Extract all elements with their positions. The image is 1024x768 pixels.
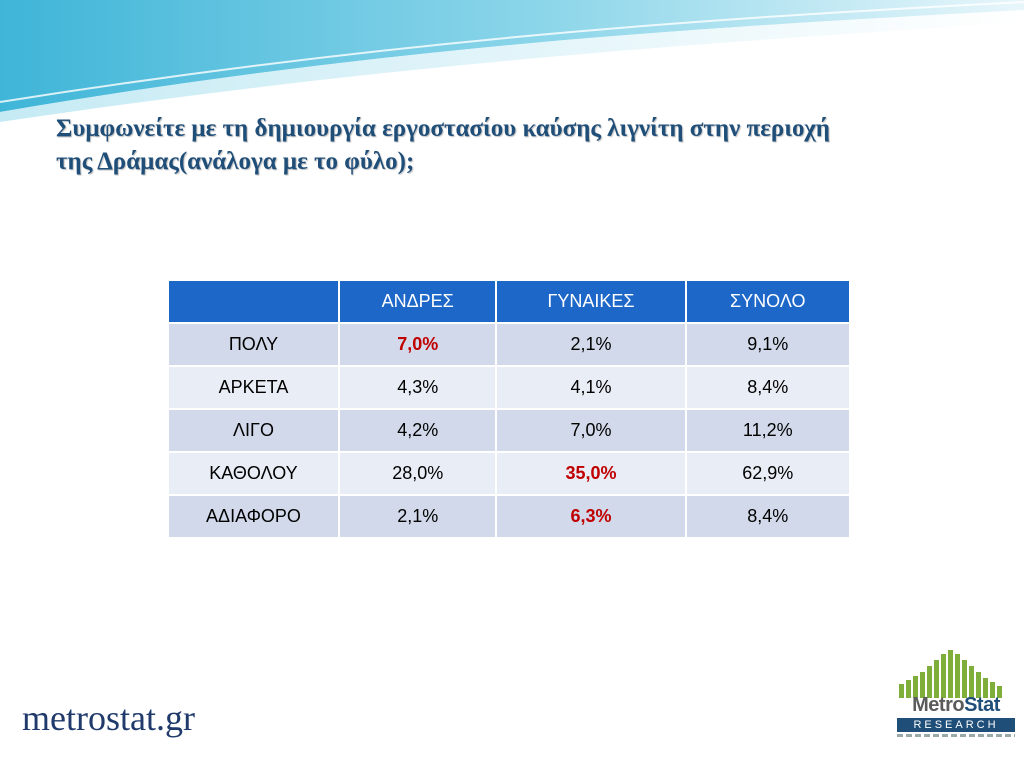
footer-brand-text: metrostat.gr: [22, 698, 195, 738]
value-cell: 4,1%: [496, 366, 685, 409]
logo-subtitle: RESEARCH: [897, 718, 1015, 732]
logo-tagline-decoration: [897, 734, 1015, 737]
value-cell: 6,3%: [496, 495, 685, 538]
value-cell: 2,1%: [339, 495, 496, 538]
slide-title: [56, 112, 956, 178]
logo-bars-graphic: [899, 648, 1013, 698]
table-header-row: [169, 281, 850, 323]
value-cell: 11,2%: [686, 409, 850, 452]
row-label: ΚΑΘΟΛΟΥ: [169, 452, 339, 495]
value-cell: 4,3%: [339, 366, 496, 409]
header-cell-total: ΣΥΝΟΛΟ: [686, 281, 850, 323]
header-cell-women: ΓΥΝΑΙΚΕΣ: [496, 281, 685, 323]
slide-title-line-1: Συμφωνείτε με τη δημιουργία εργοστασίου καύσης λιγνίτη στην περιοχή: [56, 115, 830, 142]
value-cell: 7,0%: [339, 323, 496, 366]
row-label: ΛΙΓΟ: [169, 409, 339, 452]
row-label: ΑΡΚΕΤΑ: [169, 366, 339, 409]
table-row: [169, 366, 850, 409]
logo-name-part-1: Metro: [912, 694, 965, 716]
value-cell: 35,0%: [496, 452, 685, 495]
row-label: ΠΟΛΥ: [169, 323, 339, 366]
value-cell: 9,1%: [686, 323, 850, 366]
slide-title-line-2: της Δράμας(ανάλογα με το φύλο);: [56, 148, 415, 175]
table-row: [169, 495, 850, 538]
table-row: [169, 323, 850, 366]
metrostat-logo: [887, 628, 1024, 768]
value-cell: 8,4%: [686, 495, 850, 538]
logo-name-part-2: Stat: [964, 694, 1000, 716]
value-cell: 4,2%: [339, 409, 496, 452]
header-cell-corner: [169, 281, 339, 323]
value-cell: 62,9%: [686, 452, 850, 495]
value-cell: 7,0%: [496, 409, 685, 452]
header-cell-men: ΑΝΔΡΕΣ: [339, 281, 496, 323]
value-cell: 8,4%: [686, 366, 850, 409]
row-label: ΑΔΙΑΦΟΡΟ: [169, 495, 339, 538]
value-cell: 2,1%: [496, 323, 685, 366]
logo-name: [897, 694, 1015, 717]
table-row: [169, 409, 850, 452]
results-table: [169, 281, 851, 539]
value-cell: 28,0%: [339, 452, 496, 495]
table-row: [169, 452, 850, 495]
